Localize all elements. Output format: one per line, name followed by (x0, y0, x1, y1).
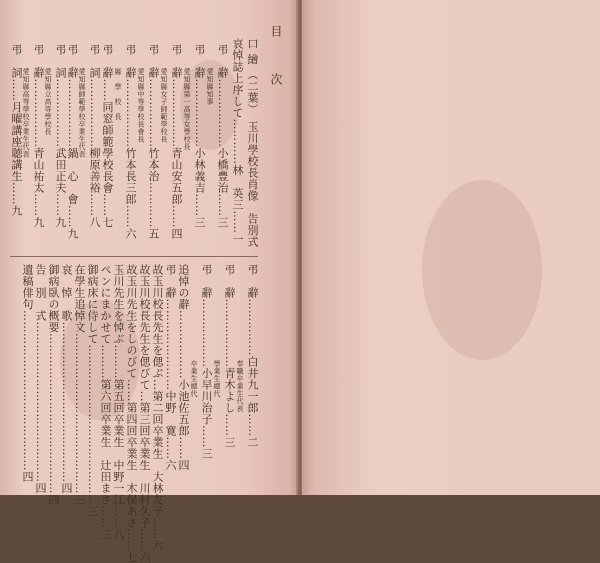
toc-entry: 弔 辭………………小林義吉……三 (193, 44, 206, 228)
toc-entry-note: 愛知縣第一高等女學校長 (183, 68, 191, 151)
toc-entry-note: 愛知縣中等學校長會長 (137, 68, 145, 143)
toc-entry-note: 愛知縣高等學校卒業生代表 (22, 68, 30, 158)
toc-entry: 遺稿俳句……………………………………四 (21, 264, 34, 483)
toc-entry-note: 卒業生總代 (190, 360, 198, 398)
toc-entry: 故玉川校長先生を偲ぶ…第二回卒業生 大林友子……六 (151, 264, 164, 552)
right-page (302, 0, 600, 495)
toc-entry: 弔 辭……同窓師範學校長會……七 (101, 44, 114, 228)
toc-entry: 告 別 式……………………………………四 (34, 264, 47, 494)
toc-entry: 故玉川先生をしのびて……第四回卒業生 木俣あさ……七 (125, 264, 138, 563)
toc-entry: 弔 辭……………白井九一郎……二 (246, 264, 259, 448)
toc-entry: 追悼の辭………………小池佐五郎……四 (177, 264, 190, 471)
toc-entry: 哀 悼 歌……………………………………四 (60, 264, 73, 494)
toc-entry: 弔 辭………………小早川治子……三 (200, 264, 213, 460)
toc-entry: 弔 辭………………青木よし……三 (223, 264, 236, 448)
toc-entry: 弔 辭………………竹本治…………五 (147, 44, 160, 240)
toc-entry: 哀悼誌上序して…………林 英三……一 (231, 38, 244, 245)
toc-entry-note: 奉職卒業生代表 (236, 360, 244, 413)
toc-entry-note: 縣 學 校 長 (114, 68, 122, 121)
toc-entry-note: 愛知縣女子師範學校長 (160, 68, 168, 143)
toc-entry: 弔 辭………………鍋 心 會……九 (66, 44, 79, 240)
toc-entry: 玉川先生を悼ぶ………第五回卒業生 中野一江……八 (112, 264, 125, 540)
paper-stain (422, 180, 542, 360)
toc-entry: 故玉川校長先生を偲びて…第三回卒業生 川村久子……六 (138, 264, 151, 563)
toc-entry: 弔 詞……月曜講座聴講生……九 (10, 44, 23, 217)
toc-entry: 弔 辭………………竹本長三郎……六 (124, 44, 137, 240)
section-divider (10, 256, 258, 257)
toc-entry: 弔 詞………………武田正夫……九 (54, 44, 67, 228)
toc-entry: 御病臥の概要……………………………………四 (47, 264, 60, 506)
toc-entry: 弔 辭………………小橋豊治……三 (216, 44, 229, 228)
toc-entry-note: 愛知縣立高等學校長 (44, 68, 52, 136)
toc-entry: 御病床に侍して……………………………………三 (86, 264, 99, 517)
toc-entry: 弔 辭………………青山祐太……九 (32, 44, 45, 228)
toc-entry: 口 繪 （二葉） 玉川學校長肖像 告別式 (246, 38, 259, 248)
toc-entry: 弔 辭……………………中野 寛……六 (164, 264, 177, 471)
toc-entry: ペンにまかせて………第六回卒業生 辻田まさ……三 (99, 264, 112, 540)
toc-entry: 弔 辭………………青山安五郎……四 (170, 44, 183, 240)
toc-entry-note: 愛知縣師範學校卒業生代表 (78, 68, 86, 158)
toc-entry-note: 學業生總代 (213, 360, 221, 398)
toc-entry-note: 愛知縣知事 (206, 68, 214, 106)
toc-title: 目 次 (269, 25, 283, 101)
toc-entry: 弔 詞………………柳原善裕……八 (88, 44, 101, 228)
toc-entry: 在學生追悼文……………………………………三 (73, 264, 86, 506)
